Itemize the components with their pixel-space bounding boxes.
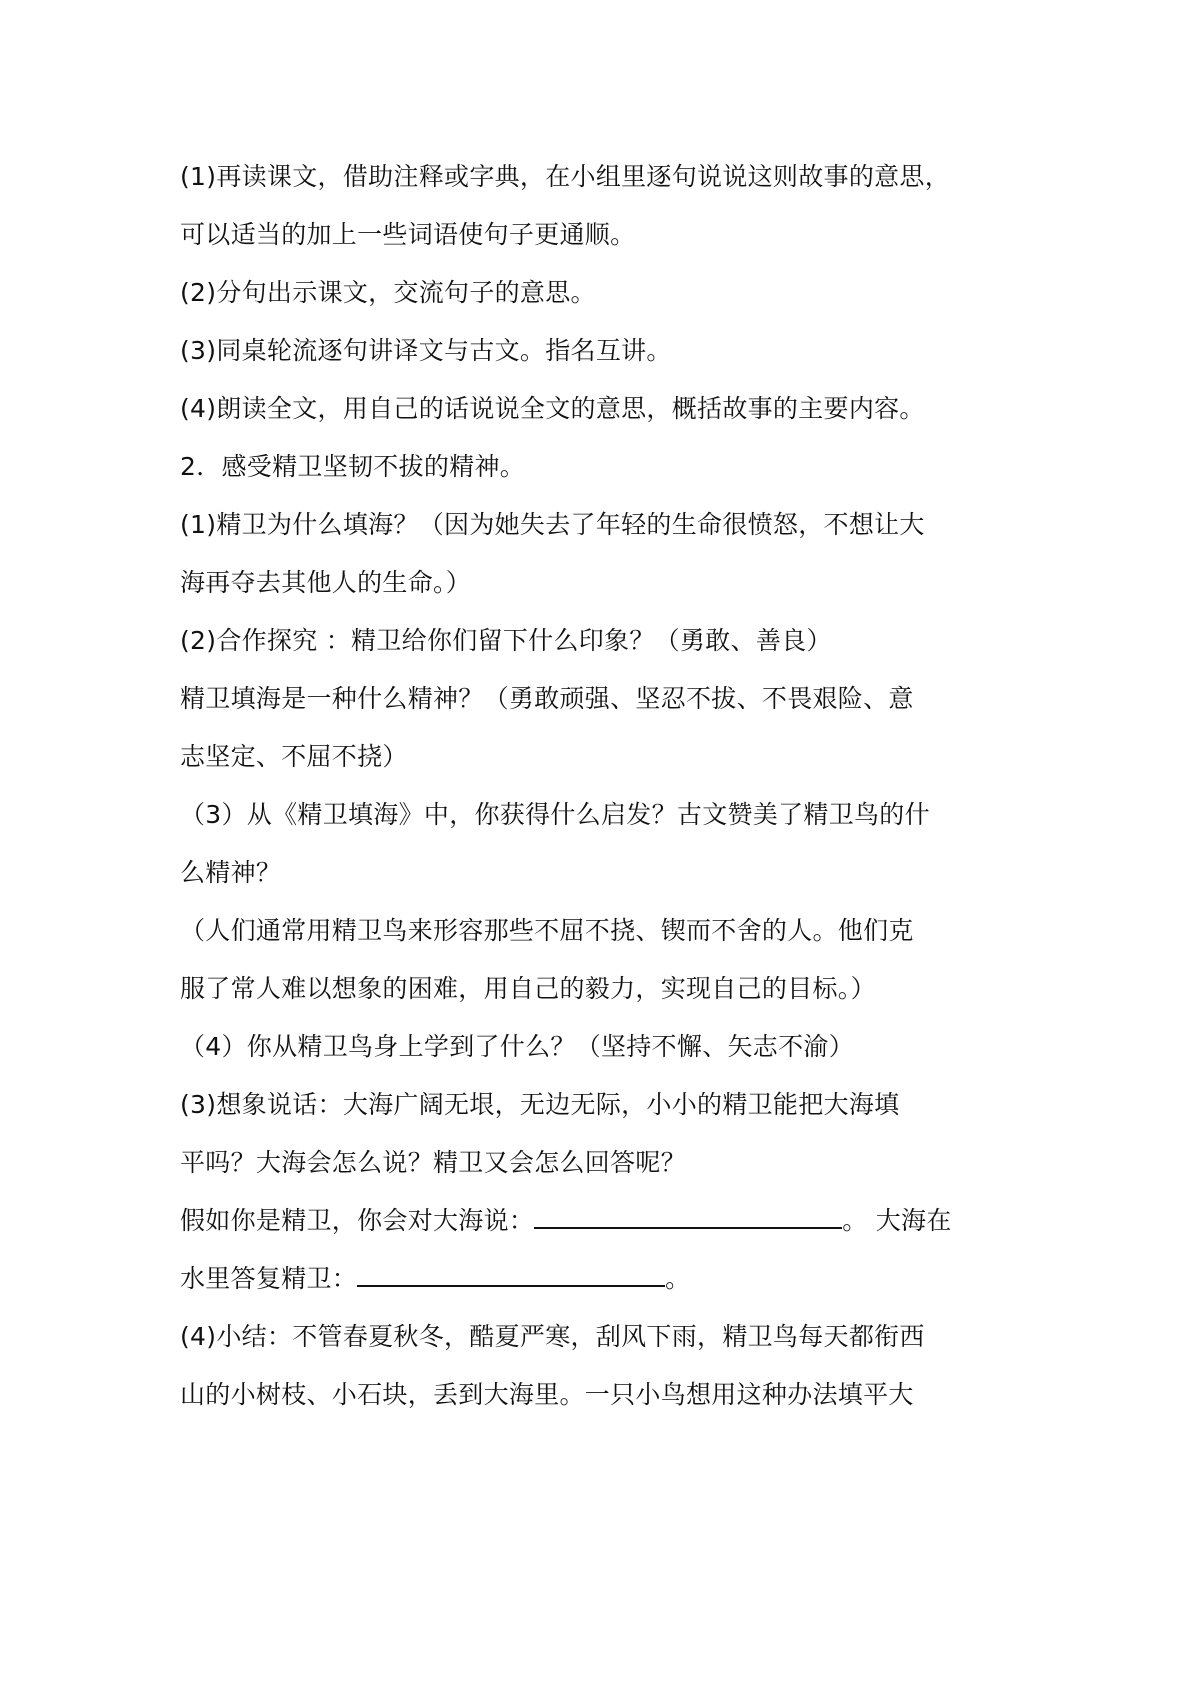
text-line: 平吗？大海会怎么说？精卫又会怎么回答呢？ [180,1148,687,1177]
text-line: 志坚定、不屈不挠） [180,742,408,771]
text-line: 山的小树枝、小石块，丢到大海里。一只小鸟想用这种办法填平大 [180,1380,914,1409]
answer-blank [534,1205,842,1229]
text-line: (3)同桌轮流逐句讲译文与古文。指名互讲。 [180,336,672,365]
text-line: (2)分句出示课文，交流句子的意思。 [180,278,596,307]
fill-prompt-text: 。 [665,1264,691,1293]
fill-prompt-text: 。 大海在 [842,1206,952,1235]
text-line: (2)合作探究 ：精卫给你们留下什么印象？（勇敢、善良） [180,626,832,655]
fill-prompt-text: 假如你是精卫，你会对大海说： [180,1206,535,1235]
text-line: 么精神？ [180,858,282,887]
text-line: (4)朗读全文，用自己的话说说全文的意思，概括故事的主要内容。 [180,394,925,423]
text-line: （3）从《精卫填海》中，你获得什么启发？古文赞美了精卫鸟的什 [180,800,930,829]
fill-prompt-text: 水里答复精卫： [180,1264,358,1293]
text-line: （人们通常用精卫鸟来形容那些不屈不挠、锲而不舍的人。他们克 [180,916,914,945]
text-line: (1)再读课文，借助注释或字典，在小组里逐句说说这则故事的意思， [180,162,951,191]
section-heading: 2．感受精卫坚韧不拔的精神。 [180,452,526,481]
text-line: 精卫填海是一种什么精神？（勇敢顽强、坚忍不拔、不畏艰险、意 [180,684,914,713]
text-line: (3)想象说话：大海广阔无垠，无边无际，小小的精卫能把大海填 [180,1090,900,1119]
text-line: 海再夺去其他人的生命。） [180,568,472,597]
fill-in-line [180,1204,952,1238]
text-line: (4)小结：不管春夏秋冬，酷夏严寒，刮风下雨，精卫鸟每天都衔西 [180,1322,925,1351]
text-line: 服了常人难以想象的困难，用自己的毅力，实现自己的目标。） [180,974,876,1003]
fill-in-line [180,1262,690,1296]
text-line: 可以适当的加上一些词语使句子更通顺。 [180,220,636,249]
text-line: （4）你从精卫鸟身上学到了什么？（坚持不懈、矢志不渝） [180,1032,855,1061]
text-line: (1)精卫为什么填海？（因为她失去了年轻的生命很愤怒，不想让大 [180,510,925,539]
answer-blank [357,1263,665,1287]
